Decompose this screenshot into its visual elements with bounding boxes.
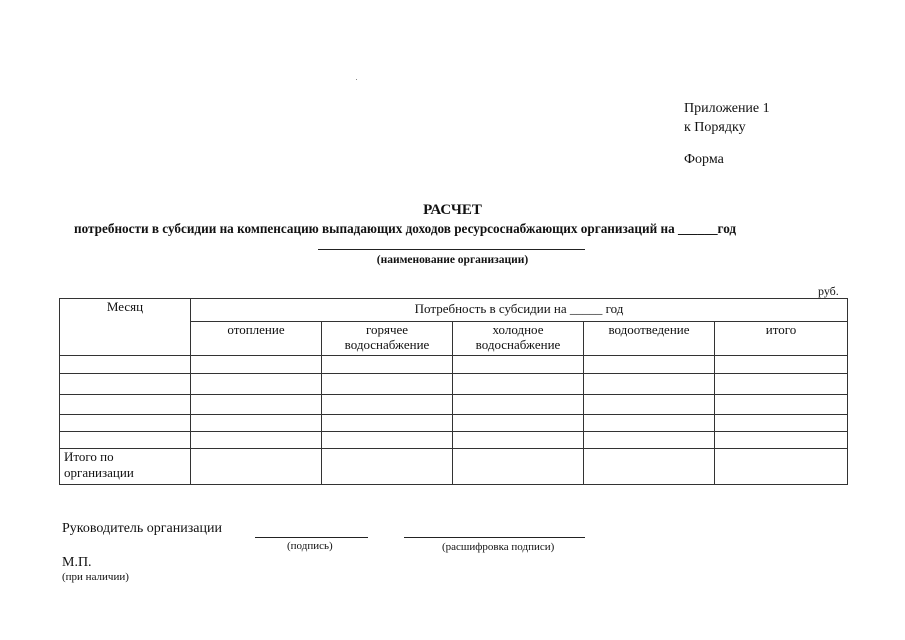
currency-label: руб. (818, 284, 839, 298)
table-row (60, 432, 848, 449)
table-row (60, 395, 848, 415)
col-heating-text: отопление (227, 322, 285, 337)
col-total-text: итого (765, 322, 797, 337)
col-hot-water-line1: горячее (365, 322, 409, 337)
form-label: Форма (684, 152, 724, 167)
org-name-line (318, 249, 585, 250)
stamp-note: (при наличии) (62, 571, 129, 583)
total-row-line1: Итого по (64, 449, 114, 464)
col-drainage-text: водоотведение (608, 322, 690, 337)
table-row (60, 356, 848, 374)
appendix-line-2: к Порядку (684, 120, 746, 135)
document-subtitle: потребности в субсидии на компенсацию выпадающих доходов ресурсоснабжающих организаций на ______год (74, 221, 737, 236)
month-header (60, 299, 191, 356)
scan-speck (356, 79, 357, 80)
total-row (60, 449, 848, 485)
stamp-label: М.П. (62, 555, 92, 570)
document-title: РАСЧЕТ (423, 202, 482, 218)
signature-decode-caption: (расшифровка подписи) (442, 541, 555, 553)
need-header-text: Потребность в субсидии на _____ год (414, 301, 624, 316)
table-row (60, 415, 848, 432)
col-heating (191, 322, 322, 356)
subsidy-table (59, 298, 848, 485)
col-cold-water (453, 322, 584, 356)
col-hot-water-line2: водоснабжение (344, 337, 430, 352)
col-cold-water-line1: холодное (492, 322, 544, 337)
total-row-label (60, 449, 191, 485)
month-header-text: Месяц (106, 299, 144, 314)
org-name-caption: (наименование организации) (376, 254, 529, 266)
col-hot-water (322, 322, 453, 356)
total-row-line2: организации (64, 465, 134, 480)
head-of-organization-label: Руководитель организации (62, 521, 222, 536)
col-drainage (584, 322, 715, 356)
signature-line (255, 537, 368, 538)
signature-caption: (подпись) (287, 540, 333, 552)
col-total (715, 322, 848, 356)
appendix-note (684, 99, 770, 137)
need-header (191, 299, 848, 322)
col-cold-water-line2: водоснабжение (475, 337, 561, 352)
signature-decode-line (404, 537, 585, 538)
table-row (60, 374, 848, 395)
appendix-line-1: Приложение 1 (684, 101, 770, 116)
